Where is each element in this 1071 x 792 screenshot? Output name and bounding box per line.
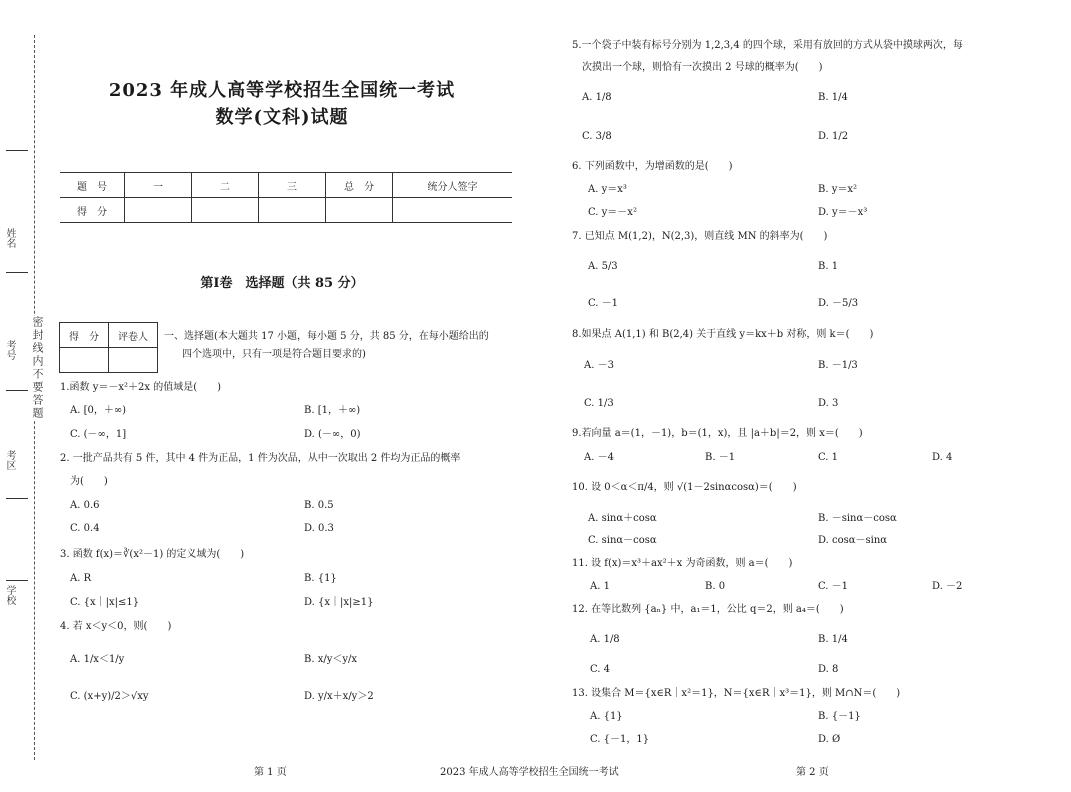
exam-subject-title: 数学(文科)试题 bbox=[215, 107, 349, 128]
option-c[interactable]: C. 0.4 bbox=[70, 523, 100, 534]
score-cell[interactable] bbox=[125, 198, 192, 223]
question-stem: 8.如果点 A(1,1) 和 B(2,4) 关于直线 y＝kx＋b 对称，则 k＝( ) bbox=[572, 329, 874, 340]
left-page-number: 第 1 页 bbox=[254, 767, 287, 778]
option-b[interactable]: B. [1，＋∞) bbox=[304, 405, 361, 416]
question-stem: 1.函数 y＝－x²＋2x 的值域是( ) bbox=[60, 382, 222, 393]
grader-score-cell[interactable] bbox=[60, 348, 109, 373]
grader-signature-cell[interactable] bbox=[109, 348, 158, 373]
footer-exam-name: 2023 年成人高等学校招生全国统一考试 bbox=[440, 767, 619, 778]
option-b[interactable]: B. －1 bbox=[705, 452, 736, 463]
option-b[interactable]: B. {1} bbox=[304, 573, 337, 584]
option-a[interactable]: A. －3 bbox=[584, 360, 614, 371]
score-table-header: 一 bbox=[125, 173, 192, 198]
option-d[interactable]: D. Ø bbox=[818, 734, 841, 745]
option-b[interactable]: B. 1/4 bbox=[818, 92, 848, 103]
question-stem: 6. 下列函数中，为增函数的是( ) bbox=[572, 161, 733, 172]
question-stem: 12. 在等比数列 {aₙ} 中，a₁＝1，公比 q＝2，则 a₄＝( ) bbox=[572, 604, 844, 615]
option-b[interactable]: B. x/y＜y/x bbox=[304, 654, 358, 665]
option-c[interactable]: C. －1 bbox=[588, 298, 619, 309]
option-b[interactable]: B. 1 bbox=[818, 261, 839, 272]
score-cell[interactable] bbox=[192, 198, 259, 223]
option-c[interactable]: C. (x+y)/2＞√xy bbox=[70, 691, 149, 702]
question-stem: 9.若向量 a＝(1，－1)，b＝(1，x)，且 |a＋b|＝2，则 x＝( ) bbox=[572, 428, 863, 439]
option-c[interactable]: C. {－1，1} bbox=[590, 734, 650, 745]
option-d[interactable]: D. 3 bbox=[818, 398, 839, 409]
option-a[interactable]: A. 1/8 bbox=[582, 92, 612, 103]
instructions-line-2: 四个选项中，只有一项是符合题目要求的) bbox=[182, 349, 366, 360]
option-b[interactable]: B. 0.5 bbox=[304, 500, 334, 511]
seal-line-text: 密封线内不要答题 bbox=[31, 316, 44, 420]
section-heading: 第Ⅰ卷 选择题（共 85 分） bbox=[200, 276, 364, 291]
option-d[interactable]: D. (－∞，0) bbox=[304, 429, 361, 440]
score-table-row-label: 得 分 bbox=[60, 198, 125, 223]
option-a[interactable]: A. 1 bbox=[590, 581, 610, 592]
side-label-exam-area: 考区 bbox=[4, 450, 15, 470]
option-a[interactable]: A. R bbox=[70, 573, 92, 584]
option-c[interactable]: C. 4 bbox=[590, 664, 611, 675]
option-b[interactable]: B. y＝x² bbox=[818, 184, 858, 195]
option-d[interactable]: D. －2 bbox=[932, 581, 963, 592]
option-a[interactable]: A. 5/3 bbox=[588, 261, 618, 272]
option-a[interactable]: A. {1} bbox=[590, 711, 623, 722]
option-b[interactable]: B. {－1} bbox=[818, 711, 861, 722]
grader-box-label: 评卷人 bbox=[109, 323, 158, 348]
score-table bbox=[60, 172, 512, 223]
score-cell[interactable] bbox=[259, 198, 326, 223]
option-a[interactable]: A. sinα＋cosα bbox=[588, 513, 657, 524]
option-a[interactable]: A. －4 bbox=[584, 452, 614, 463]
option-d[interactable]: D. y/x＋x/y＞2 bbox=[304, 691, 374, 702]
option-d[interactable]: D. 0.3 bbox=[304, 523, 334, 534]
question-stem-continued: 为( ) bbox=[70, 476, 108, 487]
question-stem: 5.一个袋子中装有标号分别为 1,2,3,4 的四个球，采用有放回的方式从袋中摸球两次，每 bbox=[572, 40, 963, 51]
option-c[interactable]: C. 1 bbox=[818, 452, 839, 463]
grader-box bbox=[59, 322, 158, 373]
option-c[interactable]: C. 3/8 bbox=[582, 131, 612, 142]
right-page-number: 第 2 页 bbox=[796, 767, 829, 778]
question-stem: 4. 若 x＜y＜0，则( ) bbox=[60, 621, 172, 632]
option-d[interactable]: D. cosα－sinα bbox=[818, 535, 888, 546]
margin-blank-line bbox=[6, 580, 28, 581]
option-a[interactable]: A. 1/x＜1/y bbox=[70, 654, 125, 665]
question-stem: 11. 设 f(x)＝x³＋ax²＋x 为奇函数，则 a＝( ) bbox=[572, 558, 793, 569]
margin-blank-line bbox=[6, 390, 28, 391]
option-d[interactable]: D. y＝－x³ bbox=[818, 207, 868, 218]
score-table-header: 总 分 bbox=[326, 173, 393, 198]
score-table-header: 题 号 bbox=[60, 173, 125, 198]
margin-blank-line bbox=[6, 150, 28, 151]
option-d[interactable]: D. {x｜|x|≥1} bbox=[304, 597, 374, 608]
exam-title: 2023 年成人高等学校招生全国统一考试 bbox=[108, 80, 456, 101]
option-a[interactable]: A. 0.6 bbox=[70, 500, 100, 511]
instructions-line-1: 一、选择题(本大题共 17 小题，每小题 5 分，共 85 分，在每小题给出的 bbox=[164, 331, 489, 342]
option-c[interactable]: C. {x｜|x|≤1} bbox=[70, 597, 140, 608]
score-cell[interactable] bbox=[393, 198, 513, 223]
question-stem: 10. 设 0＜α＜π/4，则 √(1－2sinαcosα)＝( ) bbox=[572, 482, 797, 493]
option-a[interactable]: A. y＝x³ bbox=[588, 184, 627, 195]
option-a[interactable]: A. 1/8 bbox=[590, 634, 620, 645]
question-stem-continued: 次摸出一个球，则恰有一次摸出 2 号球的概率为( ) bbox=[582, 62, 823, 73]
side-label-exam-number: 考号 bbox=[4, 340, 15, 360]
option-d[interactable]: D. －5/3 bbox=[818, 298, 859, 309]
option-d[interactable]: D. 8 bbox=[818, 664, 839, 675]
grader-box-label: 得 分 bbox=[60, 323, 109, 348]
option-c[interactable]: C. (－∞，1] bbox=[70, 429, 127, 440]
option-b[interactable]: B. －1/3 bbox=[818, 360, 858, 371]
option-c[interactable]: C. y＝－x² bbox=[588, 207, 637, 218]
question-stem: 2. 一批产品共有 5 件，其中 4 件为正品，1 件为次品，从中一次取出 2 件均为正品的概率 bbox=[60, 453, 461, 464]
option-b[interactable]: B. 0 bbox=[705, 581, 726, 592]
option-c[interactable]: C. sinα－cosα bbox=[588, 535, 657, 546]
margin-blank-line bbox=[6, 272, 28, 273]
question-stem: 13. 设集合 M＝{x∈R｜x²＝1}，N＝{x∈R｜x³＝1}，则 M∩N＝( ) bbox=[572, 688, 901, 699]
option-d[interactable]: D. 4 bbox=[932, 452, 953, 463]
option-b[interactable]: B. －sinα－cosα bbox=[818, 513, 897, 524]
option-d[interactable]: D. 1/2 bbox=[818, 131, 849, 142]
score-table-header: 二 bbox=[192, 173, 259, 198]
question-stem: 3. 函数 f(x)＝∛(x²－1) 的定义域为( ) bbox=[60, 549, 245, 560]
margin-blank-line bbox=[6, 498, 28, 499]
question-stem: 7. 已知点 M(1,2)，N(2,3)，则直线 MN 的斜率为( ) bbox=[572, 231, 828, 242]
score-table-header: 三 bbox=[259, 173, 326, 198]
score-table-header: 统分人签字 bbox=[393, 173, 513, 198]
option-c[interactable]: C. －1 bbox=[818, 581, 849, 592]
option-c[interactable]: C. 1/3 bbox=[584, 398, 614, 409]
option-a[interactable]: A. [0，＋∞) bbox=[70, 405, 127, 416]
option-b[interactable]: B. 1/4 bbox=[818, 634, 848, 645]
score-cell[interactable] bbox=[326, 198, 393, 223]
side-label-school: 学校 bbox=[4, 585, 15, 605]
side-label-name: 姓名 bbox=[4, 228, 15, 248]
